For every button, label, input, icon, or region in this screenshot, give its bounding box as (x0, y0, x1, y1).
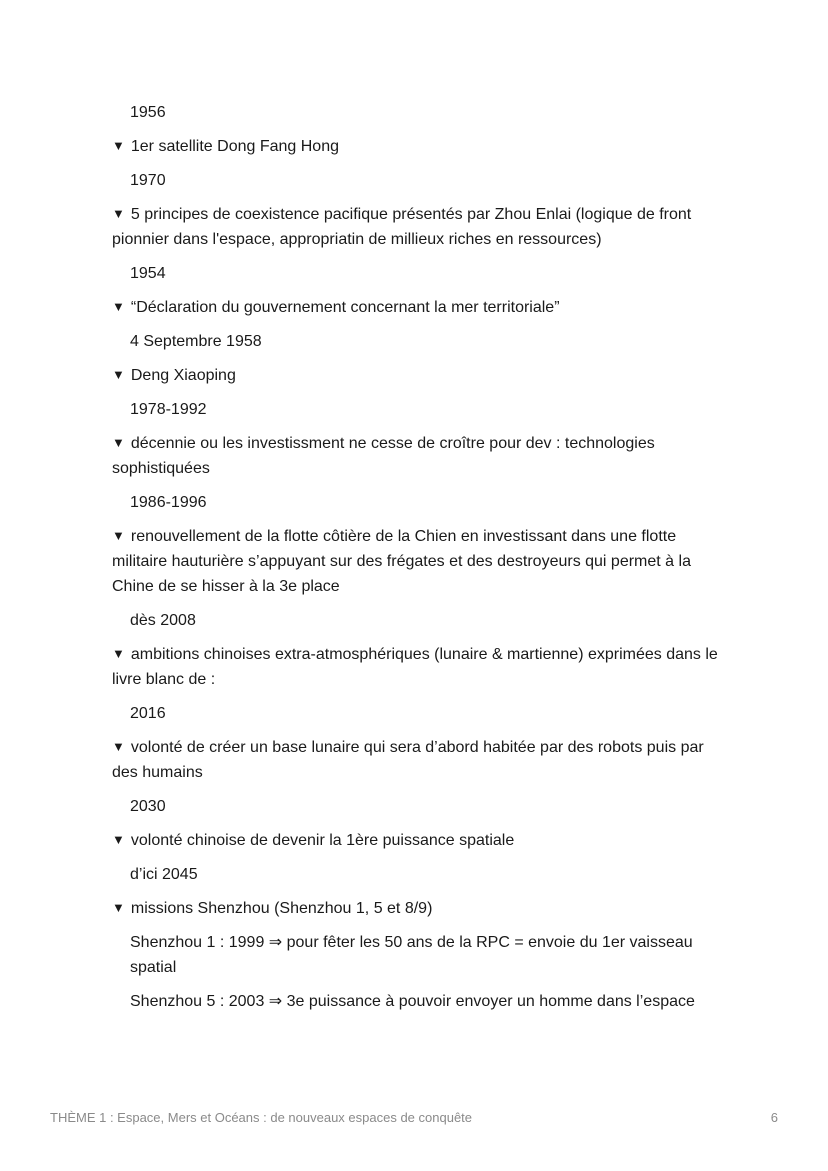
toggle-triangle-icon[interactable]: ▼ (112, 832, 125, 847)
toggle-triangle-icon[interactable]: ▼ (112, 739, 125, 754)
toggle-answer: 1970 (130, 172, 166, 189)
toggle-item[interactable] (112, 431, 732, 481)
toggle-triangle-icon[interactable]: ▼ (112, 206, 125, 221)
toggle-answer: 1954 (130, 265, 166, 282)
toggle-item[interactable] (112, 642, 732, 692)
toggle-triangle-icon[interactable]: ▼ (112, 900, 125, 915)
toggle-item[interactable] (112, 896, 732, 921)
toggle-item[interactable] (112, 524, 732, 599)
toggle-answer: 1956 (130, 104, 166, 121)
toggle-question: renouvellement de la flotte côtière de la Chien en investissant dans une flotte militaire hauturière s’appuyant sur des frégates et des destroyeurs qui permet à la Chine de se hisser à la 3e place (112, 528, 691, 595)
toggle-question: Deng Xiaoping (130, 367, 236, 384)
footer-title: THÈME 1 : Espace, Mers et Océans : de nouveaux espaces de conquête (50, 1110, 473, 1125)
document-body (112, 100, 732, 1023)
toggle-question: 1er satellite Dong Fang Hong (130, 138, 339, 155)
toggle-answer: Shenzhou 5 : 2003 ⇒ 3e puissance à pouvoir envoyer un homme dans l’espace (130, 993, 695, 1010)
toggle-item[interactable] (112, 735, 732, 785)
toggle-answer: dès 2008 (130, 612, 196, 629)
toggle-item[interactable] (112, 295, 732, 320)
toggle-triangle-icon[interactable]: ▼ (112, 299, 125, 314)
toggle-answer: 2030 (130, 798, 166, 815)
toggle-triangle-icon[interactable]: ▼ (112, 528, 125, 543)
toggle-triangle-icon[interactable]: ▼ (112, 138, 125, 153)
toggle-triangle-icon[interactable]: ▼ (112, 367, 125, 382)
toggle-item[interactable] (112, 134, 732, 159)
toggle-item[interactable] (112, 828, 732, 853)
toggle-answer: 2016 (130, 705, 166, 722)
toggle-question: volonté de créer un base lunaire qui sera d’abord habitée par des robots puis par des humains (112, 739, 704, 781)
toggle-question: décennie ou les investissment ne cesse de croître pour dev : technologies sophistiquées (112, 435, 655, 477)
toggle-answer: 1986-1996 (130, 494, 207, 511)
toggle-question: missions Shenzhou (Shenzhou 1, 5 et 8/9) (130, 900, 433, 917)
toggle-question: 5 principes de coexistence pacifique présentés par Zhou Enlai (logique de front pionnier dans l'espace, appropriatin de millieux riches en ressources) (112, 206, 692, 248)
toggle-item[interactable] (112, 363, 732, 388)
toggle-question: volonté chinoise de devenir la 1ère puissance spatiale (130, 832, 515, 849)
toggle-question: ambitions chinoises extra-atmosphériques (lunaire & martienne) exprimées dans le livre blanc de : (112, 646, 718, 688)
toggle-question: “Déclaration du gouvernement concernant la mer territoriale” (130, 299, 560, 316)
toggle-answer: 1978-1992 (130, 401, 207, 418)
toggle-answer: d’ici 2045 (130, 866, 198, 883)
toggle-triangle-icon[interactable]: ▼ (112, 435, 125, 450)
toggle-item[interactable] (112, 202, 732, 252)
toggle-triangle-icon[interactable]: ▼ (112, 646, 125, 661)
toggle-answer: Shenzhou 1 : 1999 ⇒ pour fêter les 50 ans de la RPC = envoie du 1er vaisseau spatial (130, 934, 693, 976)
page-number: 6 (770, 1110, 778, 1125)
toggle-answer: 4 Septembre 1958 (130, 333, 262, 350)
